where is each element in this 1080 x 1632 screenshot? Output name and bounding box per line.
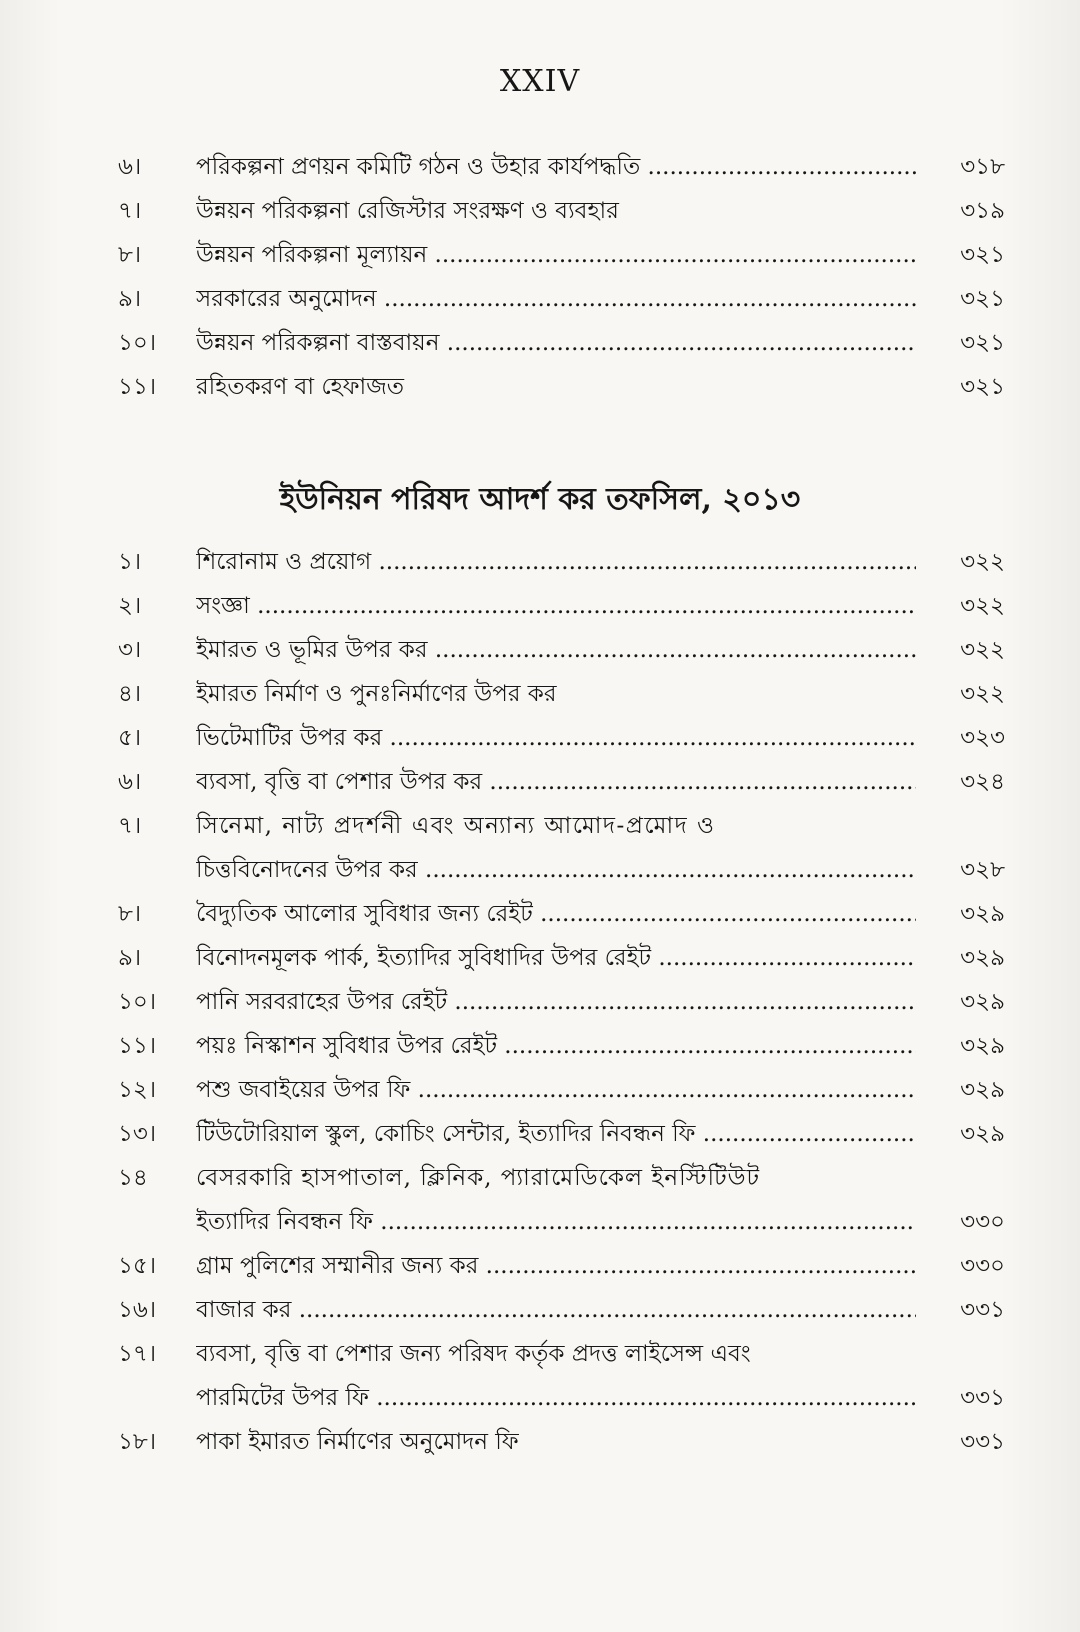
toc-entry (0, 184, 1080, 228)
entry-number: ৬। (118, 154, 142, 180)
toc-entry-continuation (0, 1371, 1080, 1415)
entry-page: ৩২৯ (960, 945, 1005, 971)
toc-entry (0, 1151, 1080, 1195)
entry-number: ৮। (118, 901, 142, 927)
toc-entry (0, 1327, 1080, 1371)
entry-number: ১৩। (118, 1121, 157, 1147)
entry-page: ৩২১ (960, 374, 1005, 400)
entry-number: ১২। (118, 1077, 157, 1103)
entry-title: বিনোদনমূলক পার্ক, ইত্যাদির সুবিধাদির উপর রেইট ..... (196, 939, 916, 978)
toc-entry (0, 579, 1080, 623)
toc-entry (0, 755, 1080, 799)
toc-entry (0, 931, 1080, 975)
entry-number: ১৭। (118, 1341, 157, 1367)
entry-title: টিউটোরিয়াল স্কুল, কোচিং সেন্টার, ইত্যাদির নিবন্ধন ফি ..... (196, 1115, 916, 1154)
entry-page: ৩২৯ (960, 989, 1005, 1015)
toc-entry (0, 272, 1080, 316)
entry-title: বাজার কর ..... (196, 1291, 916, 1330)
entry-number: ১৬। (118, 1297, 157, 1323)
entry-number: ২। (118, 593, 142, 619)
toc-entry (0, 711, 1080, 755)
entry-page: ৩৩০ (960, 1253, 1005, 1279)
toc-entry (0, 1063, 1080, 1107)
entry-number: ৯। (118, 945, 142, 971)
entry-number: ৭। (118, 198, 142, 224)
entry-page: ৩২১ (960, 286, 1005, 312)
entry-title-continuation: ইত্যাদির নিবন্ধন ফি ..... (196, 1203, 916, 1242)
entry-page: ৩২৩ (960, 725, 1005, 751)
toc-entry (0, 140, 1080, 184)
entry-page: ৩২২ (960, 549, 1005, 575)
toc-entry-continuation (0, 843, 1080, 887)
entry-number: ১৫। (118, 1253, 157, 1279)
entry-number: ১১। (118, 374, 157, 400)
entry-title: পাকা ইমারত নির্মাণের অনুমোদন ফি (196, 1429, 519, 1455)
entry-number: ৯। (118, 286, 142, 312)
entry-number: ১। (118, 549, 142, 575)
entry-page: ৩২১ (960, 242, 1005, 268)
entry-number: ৩। (118, 637, 142, 663)
entry-title: সিনেমা, নাট্য প্রদর্শনী এবং অন্যান্য আমোদ-প্রমোদ ও (196, 813, 716, 839)
entry-number: ৫। (118, 725, 142, 751)
toc-entry (0, 667, 1080, 711)
toc-entry (0, 799, 1080, 843)
entry-title: পশু জবাইয়ের উপর ফি ..... (196, 1071, 916, 1110)
entry-title: উন্নয়ন পরিকল্পনা রেজিস্টার সংরক্ষণ ও ব্যবহার (196, 198, 619, 224)
entry-title: গ্রাম পুলিশের সম্মানীর জন্য কর ..... (196, 1247, 916, 1286)
entry-page: ৩২২ (960, 593, 1005, 619)
entry-title: ইমারত নির্মাণ ও পুনঃনির্মাণের উপর কর (196, 681, 557, 707)
entry-title-continuation: পারমিটের উপর ফি ..... (196, 1379, 916, 1418)
entry-page: ৩২২ (960, 637, 1005, 663)
entry-page: ৩১৮ (960, 154, 1005, 180)
entry-title: ভিটেমাটির উপর কর ..... (196, 719, 916, 758)
entry-page: ৩২৯ (960, 1033, 1005, 1059)
entry-title: ব্যবসা, বৃত্তি বা পেশার উপর কর ..... (196, 763, 916, 802)
entry-title: ব্যবসা, বৃত্তি বা পেশার জন্য পরিষদ কর্তৃক প্রদত্ত লাইসেন্স এবং (196, 1341, 751, 1367)
entry-title: সরকারের অনুমোদন ..... (196, 280, 916, 319)
entry-number: ৮। (118, 242, 142, 268)
entry-number: ১০। (118, 330, 157, 356)
toc-entry (0, 975, 1080, 1019)
entry-number: ১০। (118, 989, 157, 1015)
entry-page: ৩১৯ (960, 198, 1005, 224)
entry-title: পরিকল্পনা প্রণয়ন কমিটি গঠন ও উহার কার্যপদ্ধতি ..... (196, 148, 916, 187)
entry-number: ১৪ (118, 1165, 148, 1191)
entry-number: ৬। (118, 769, 142, 795)
toc-entry-continuation (0, 1195, 1080, 1239)
entry-title: উন্নয়ন পরিকল্পনা বাস্তবায়ন ..... (196, 324, 916, 363)
entry-number: ৭। (118, 813, 142, 839)
toc-entry (0, 1019, 1080, 1063)
toc-entry (0, 1107, 1080, 1151)
entry-title: বৈদ্যুতিক আলোর সুবিধার জন্য রেইট ..... (196, 895, 916, 934)
entry-number: ৪। (118, 681, 142, 707)
toc-entry (0, 1239, 1080, 1283)
entry-title: রহিতকরণ বা হেফাজত (196, 374, 405, 400)
entry-page: ৩২২ (960, 681, 1005, 707)
entry-title: পানি সরবরাহের উপর রেইট ..... (196, 983, 916, 1022)
entry-title: পয়ঃ নিস্কাশন সুবিধার উপর রেইট ..... (196, 1027, 916, 1066)
entry-page: ৩২৯ (960, 1077, 1005, 1103)
toc-entry (0, 228, 1080, 272)
toc-entry (0, 1415, 1080, 1459)
entry-page: ৩২৮ (960, 857, 1005, 883)
entry-title-continuation: চিত্তবিনোদনের উপর কর ..... (196, 851, 916, 890)
page-number: XXIV (499, 64, 581, 99)
entry-title: শিরোনাম ও প্রয়োগ ..... (196, 543, 916, 582)
entry-page: ৩২৯ (960, 901, 1005, 927)
entry-title: সংজ্ঞা ..... (196, 587, 916, 626)
entry-page: ৩২১ (960, 330, 1005, 356)
toc-entry (0, 887, 1080, 931)
toc-entry (0, 316, 1080, 360)
toc-entry (0, 623, 1080, 667)
entry-page: ৩২৪ (960, 769, 1005, 795)
entry-page: ৩৩০ (960, 1209, 1005, 1235)
toc-entry (0, 1283, 1080, 1327)
entry-page: ৩৩১ (960, 1385, 1005, 1411)
entry-title: বেসরকারি হাসপাতাল, ক্লিনিক, প্যারামেডিকেল ইনস্টিটিউট (196, 1165, 761, 1191)
toc-entry (0, 535, 1080, 579)
entry-title: ইমারত ও ভূমির উপর কর ..... (196, 631, 916, 670)
entry-number: ১৮। (118, 1429, 157, 1455)
entry-title: উন্নয়ন পরিকল্পনা মূল্যায়ন ..... (196, 236, 916, 275)
entry-page: ৩৩১ (960, 1429, 1005, 1455)
section-heading: ইউনিয়ন পরিষদ আদর্শ কর তফসিল, ২০১৩ (279, 482, 801, 517)
entry-page: ৩২৯ (960, 1121, 1005, 1147)
entry-page: ৩৩১ (960, 1297, 1005, 1323)
toc-entry (0, 360, 1080, 404)
entry-number: ১১। (118, 1033, 157, 1059)
